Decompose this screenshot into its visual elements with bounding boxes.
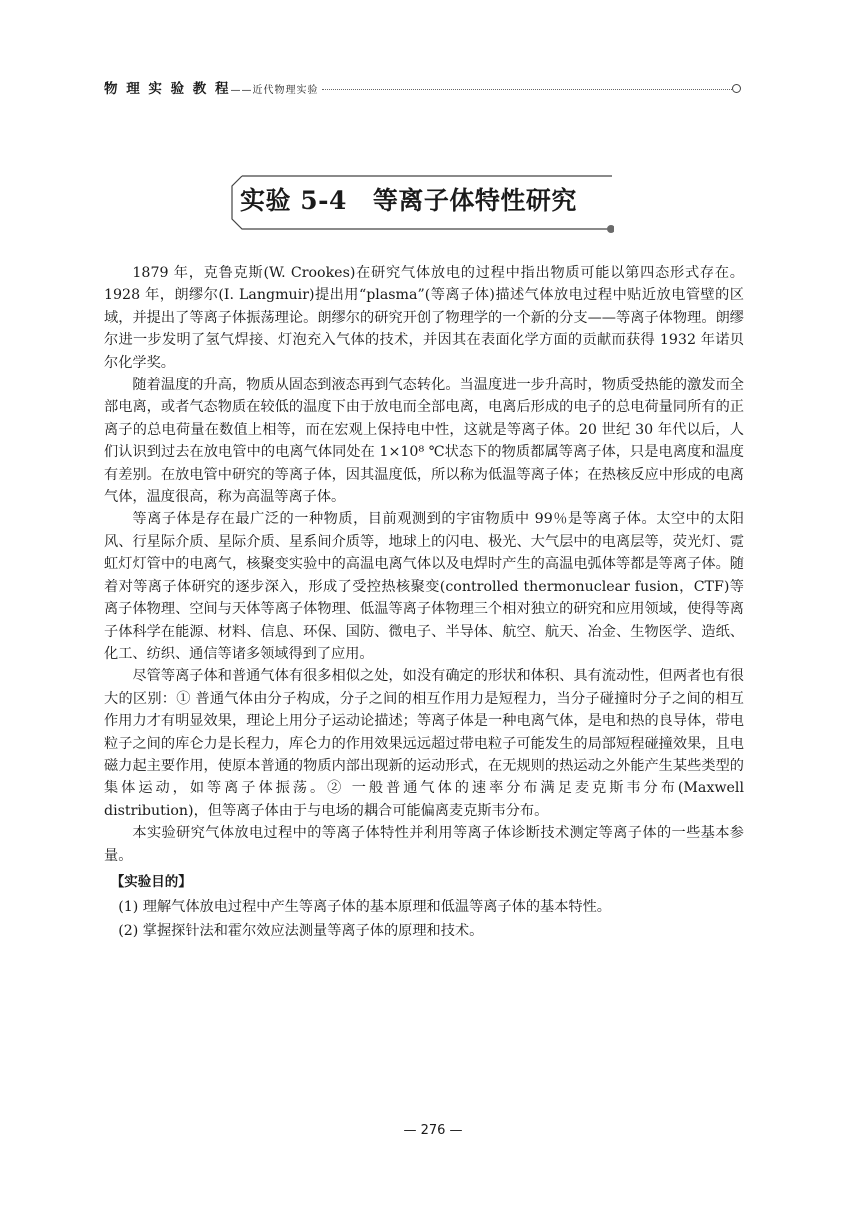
list-item: (2) 掌握探针法和霍尔效应法测量等离子体的原理和技术。	[118, 923, 484, 940]
running-header	[104, 80, 744, 100]
chapter-title	[240, 185, 577, 217]
paragraph: 随着温度的升高，物质从固态到液态再到气态转化。当温度进一步升高时，物质受热能的激发而全部电离，或者气态物质在较低的温度下由于放电而全部电离，电离后形成的电子的总电荷量同所有的正离子的总电荷量在数值上相等，而在宏观上保持电中性，这就是等离子体。20 世纪 30 年代以后，人们认识到过去在放电管中的电离气体同处在 1×10⁸ ℃状态下的物质都属等离子体，只是电离度和温度有差别。在放电管中研究的等离子体，因其温度低，所以称为低温等离子体；在热核反应中形成的电离气体，温度很高，称为高温等离子体。	[104, 377, 744, 506]
header-separator: ——	[230, 85, 253, 96]
experiment-number: 实验 5-4	[240, 186, 347, 215]
book-title: 物 理 实 验 教 程——近代物理实验	[104, 81, 319, 97]
chapter-title-box	[228, 173, 614, 231]
book-subtitle: 近代物理实验	[252, 85, 319, 96]
body-text	[104, 262, 744, 943]
paragraph: 尽管等离子体和普通气体有很多相似之处，如没有确定的形状和体积、具有流动性，但两者也有很大的区别：① 普通气体由分子构成，分子之间的相互作用力是短程力，当分子碰撞时分子之间的相互作用力才有明显效果，理论上用分子运动论描述；等离子体是一种电离气体，是电和热的良导体，带电粒子之间的库仑力是长程力，库仑力的作用效果远远超过带电粒子可能发生的局部短程碰撞效果，且电磁力起主要作用，使原本普通的物质内部出现新的运动形式，在无规则的热运动之外能产生某些类型的集体运动，如等离子体振荡。② 一般普通气体的速率分布满足麦克斯韦分布(Maxwell distribution)，但等离子体由于与电场的耦合可能偏离麦克斯韦分布。	[104, 668, 744, 819]
page-number: — 276 —	[403, 1123, 463, 1138]
list-item: (1) 理解气体放电过程中产生等离子体的基本原理和低温等离子体的基本特性。	[118, 899, 611, 916]
section-heading: 【实验目的】	[110, 873, 192, 890]
experiment-title: 等离子体特性研究	[372, 186, 577, 215]
paragraph: 1879 年，克鲁克斯(W. Crookes)在研究气体放电的过程中指出物质可能以第四态形式存在。1928 年，朗缪尔(I. Langmuir)提出用“plasma”(等离子体)描述气体放电过程中贴近放电管壁的区域，并提出了等离子体振荡理论。朗缪尔的研究开创了物理学的一个新的分支——等离子体物理。朗缪尔进一步发明了氢气焊接、灯泡充入气体的技术，并因其在表面化学方面的贡献而获得 1932 年诺贝尔化学奖。	[104, 265, 744, 371]
header-circle-ornament	[732, 84, 741, 93]
header-dotted-rule	[322, 89, 732, 90]
paragraph: 等离子体是存在最广泛的一种物质，目前观测到的宇宙物质中 99％是等离子体。太空中的太阳风、行星际介质、星际介质、星系间介质等，地球上的闪电、极光、大气层中的电离层等，荧光灯、霓虹灯灯管中的电离气，核聚变实验中的高温电离气体以及电焊时产生的高温电弧体等都是等离子体。随着对等离子体研究的逐步深入，形成了受控热核聚变(controlled thermonuclear fusion，CTF)等离子体物理、空间与天体等离子体物理、低温等离子体物理三个相对独立的研究和应用领域，使得等离子体科学在能源、材料、信息、环保、国防、微电子、半导体、航空、航天、冶金、生物医学、造纸、化工、纺织、通信等诸多领域得到了应用。	[104, 511, 744, 662]
paragraph: 本实验研究气体放电过程中的等离子体特性并利用等离子体诊断技术测定等离子体的一些基本参量。	[104, 825, 744, 864]
